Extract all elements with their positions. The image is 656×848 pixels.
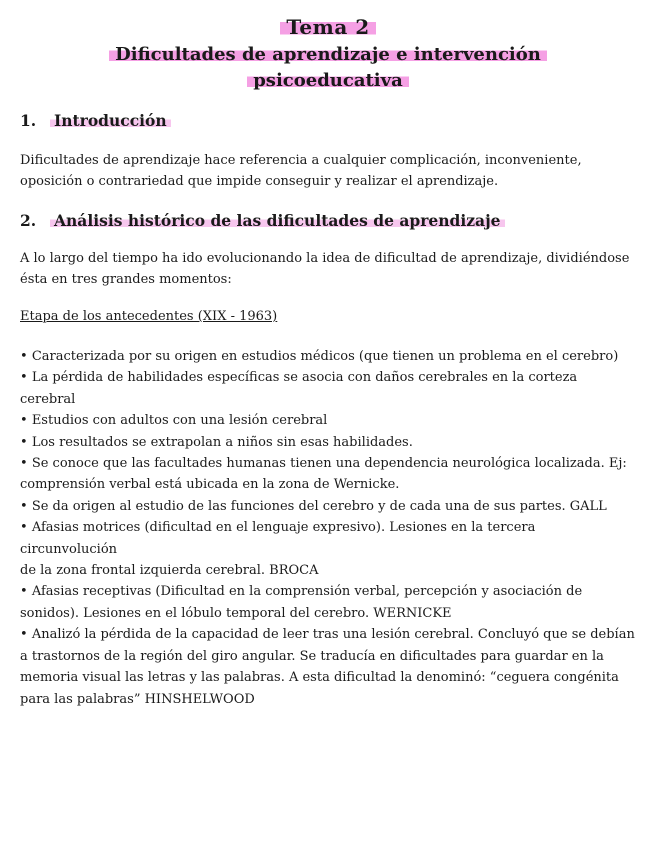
document-title (20, 42, 636, 94)
topic-number-text: Tema 2 (280, 15, 375, 39)
title-block (20, 14, 636, 94)
list-item: • Caracterizada por su origen en estudios médicos (que tienen un problema en el cerebro) (20, 346, 636, 367)
stage-heading: Etapa de los antecedentes (XIX - 1963) (20, 309, 278, 324)
topic-number (20, 14, 636, 40)
list-item: • Estudios con adultos con una lesión cerebral (20, 410, 636, 431)
list-item-continuation: de la zona frontal izquierda cerebral. BROCA (20, 563, 319, 579)
stage-bullet-list (20, 346, 636, 710)
section-number: 1. (20, 111, 37, 130)
list-item: • Los resultados se extrapolan a niños sin esas habilidades. (20, 432, 636, 453)
list-item: • Analizó la pérdida de la capacidad de leer tras una lesión cerebral. Concluyó que se debían a trastornos de la región del giro angular. Se traducía en dificultades para guardar en la memoria visual las letras y las palabras. A esta dificultad la denominó: “ceguera congénita para las palabras” HINSHELWOOD (20, 624, 636, 710)
document-title-line1: Dificultades de aprendizaje e intervención (109, 44, 547, 65)
section-heading-analisis-historico (20, 210, 636, 232)
list-item-text: Afasias motrices (dificultad en el lenguaje expresivo). Lesiones en la tercera circunvolución (20, 520, 536, 557)
section-number: 2. (20, 211, 37, 230)
list-item: • Se conoce que las facultades humanas tienen una dependencia neurológica localizada. Ej: comprensión verbal está ubicada en la zona de Wernicke. (20, 453, 636, 496)
introduccion-paragraph: Dificultades de aprendizaje hace referencia a cualquier complicación, inconveniente, oposición o contrariedad que impide conseguir y realizar el aprendizaje. (20, 153, 582, 189)
list-item: • Se da origen al estudio de las funciones del cerebro y de cada una de sus partes. GALL (20, 496, 636, 517)
section-heading-introduccion (20, 110, 636, 132)
document-title-line2: psicoeducativa (247, 70, 409, 91)
list-item (20, 517, 636, 581)
section-title: Introducción (50, 111, 171, 130)
list-item: • La pérdida de habilidades específicas se asocia con daños cerebrales en la corteza cerebral (20, 367, 636, 410)
section-title: Análisis histórico de las dificultades de aprendizaje (50, 211, 505, 230)
analisis-historico-paragraph: A lo largo del tiempo ha ido evolucionando la idea de dificultad de aprendizaje, dividiéndose ésta en tres grandes momentos: (20, 251, 630, 287)
list-item: • Afasias receptivas (Dificultad en la comprensión verbal, percepción y asociación de sonidos). Lesiones en el lóbulo temporal del cerebro. WERNICKE (20, 581, 636, 624)
